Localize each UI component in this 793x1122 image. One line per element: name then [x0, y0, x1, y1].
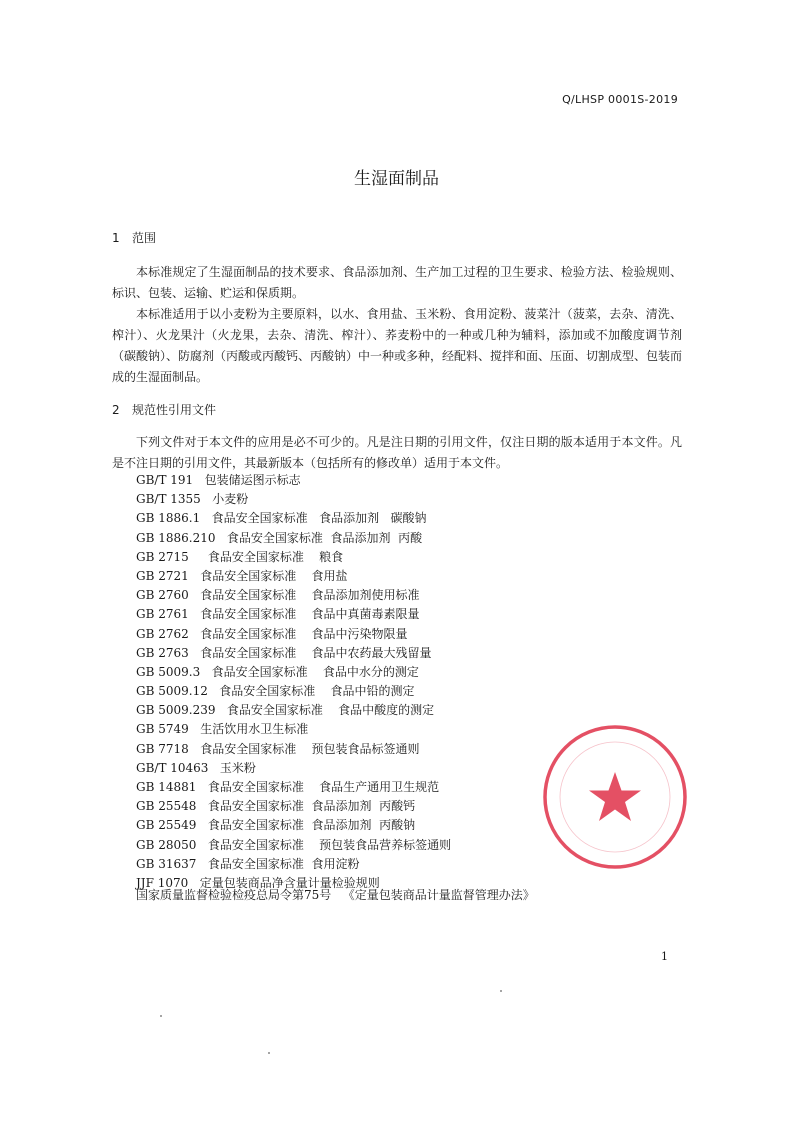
company-seal-stamp: [540, 722, 690, 872]
reference-item: GB 2761 食品安全国家标准 食品中真菌毒素限量: [136, 607, 420, 622]
scan-speck: [500, 990, 502, 992]
reference-item: GB/T 10463 玉米粉: [136, 760, 256, 775]
reference-item: GB 5749 生活饮用水卫生标准: [136, 722, 309, 737]
section-2-title: 规范性引用文件: [132, 403, 217, 417]
section-2-paragraph-1: 下列文件对于本文件的应用是必不可少的。凡是注日期的引用文件，仅注日期的版本适用于本文件。凡是不注日期的引用文件，其最新版本（包括所有的修改单）适用于本文件。: [112, 435, 682, 470]
section-1-paragraph-1: 本标准规定了生湿面制品的技术要求、食品添加剂、生产加工过程的卫生要求、检验方法、检验规则、标识、包装、运输、贮运和保质期。: [112, 265, 682, 300]
reference-item: GB 2762 食品安全国家标准 食品中污染物限量: [136, 626, 408, 641]
reference-item: GB/T 1355 小麦粉: [136, 492, 249, 507]
reference-item: GB 2763 食品安全国家标准 食品中农药最大残留量: [136, 645, 432, 660]
section-2-heading: [112, 401, 216, 418]
reference-item: GB 14881 食品安全国家标准 食品生产通用卫生规范: [136, 780, 440, 794]
section-1-heading: [112, 229, 156, 246]
section-1-number: 1: [112, 231, 120, 245]
section-1-paragraph-2: 本标准适用于以小麦粉为主要原料，以水、食用盐、玉米粉、食用淀粉、菠菜汁（菠菜，去杂、清洗、榨汁）、火龙果汁（火龙果，去杂、清洗、榨汁）、荞麦粉中的一种或几种为辅料，添加或不加酸度调节剂（碳酸钠）、防腐剂（丙酸或丙酸钙、丙酸钠）中一种或多种，经配料、搅拌和面、压面、切割成型、包装而成的生湿面制品。: [112, 307, 683, 384]
standard-code: Q/LHSP 0001S-2019: [562, 93, 678, 106]
section-1-title: 范围: [132, 231, 157, 245]
document-title: 生湿面制品: [354, 169, 439, 189]
reference-item: GB 31637 食品安全国家标准 食用淀粉: [136, 856, 360, 871]
section-2-number: 2: [112, 403, 120, 417]
reference-item: GB 2715 食品安全国家标准 粮食: [136, 549, 344, 564]
reference-item: GB 28050 食品安全国家标准 预包装食品营养标签通则: [136, 837, 452, 852]
reference-item: GB 5009.3 食品安全国家标准 食品中水分的测定: [136, 664, 419, 679]
normative-references-list: [136, 471, 451, 893]
page-number: 1: [661, 950, 668, 963]
reference-item: GB 25549 食品安全国家标准 食品添加剂 丙酸钠: [136, 818, 416, 833]
reference-item: GB 5009.239 食品安全国家标准 食品中酸度的测定: [136, 703, 435, 718]
reference-item: GB/T 191 包装储运图示标志: [136, 473, 301, 487]
reference-item: GB 1886.1 食品安全国家标准 食品添加剂 碳酸钠: [136, 511, 427, 526]
reference-item-last: 国家质量监督检验检疫总局令第75号 《定量包装商品计量监督管理办法》: [136, 888, 535, 902]
scan-speck: [268, 1052, 270, 1054]
scan-speck: [160, 1015, 162, 1017]
reference-item: GB 1886.210 食品安全国家标准 食品添加剂 丙酸: [136, 530, 423, 545]
reference-item: GB 2721 食品安全国家标准 食用盐: [136, 568, 348, 583]
reference-item: JJF 1070 定量包装商品净含量计量检验规则: [136, 875, 380, 890]
reference-item: GB 7718 食品安全国家标准 预包装食品标签通则: [136, 741, 420, 756]
reference-item: GB 2760 食品安全国家标准 食品添加剂使用标准: [136, 588, 420, 603]
reference-item: GB 25548 食品安全国家标准 食品添加剂 丙酸钙: [136, 799, 416, 814]
reference-item: GB 5009.12 食品安全国家标准 食品中铅的测定: [136, 684, 415, 699]
